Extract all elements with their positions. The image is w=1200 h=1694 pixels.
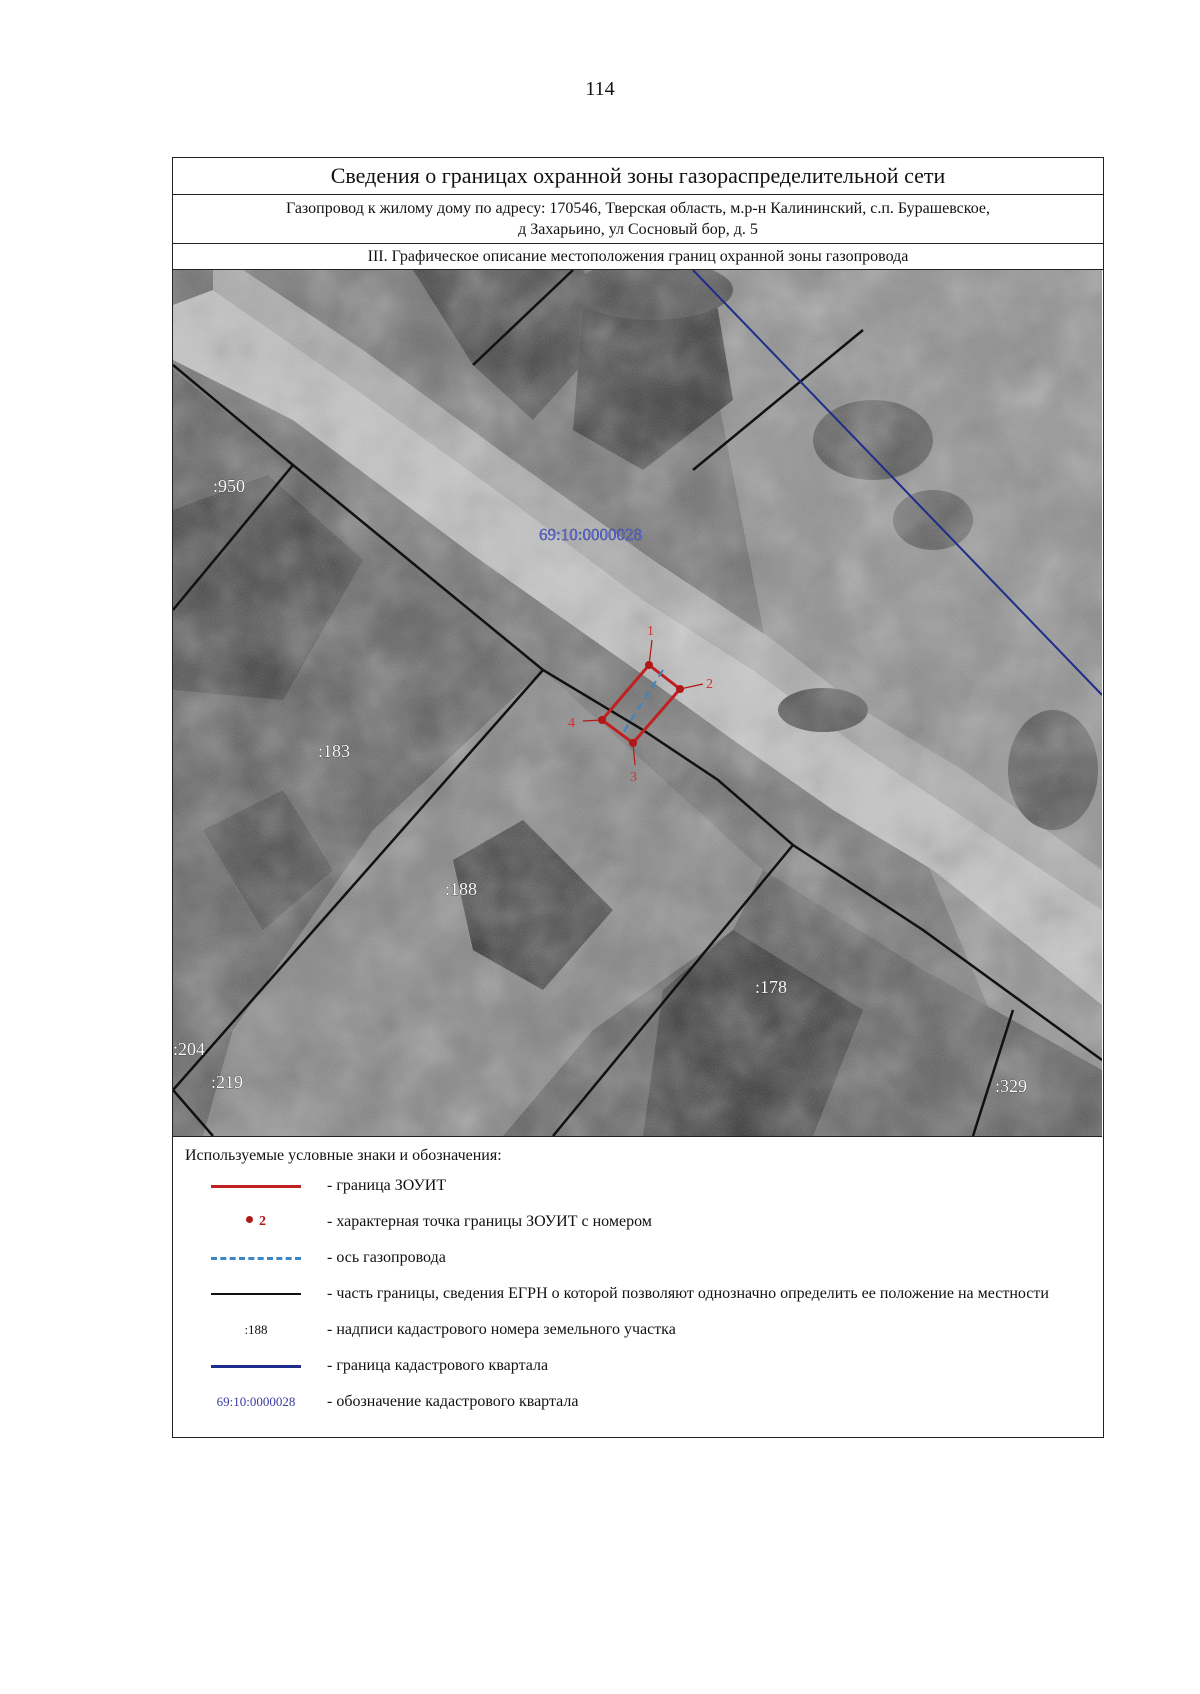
legend-item-quarter-label	[185, 1391, 1091, 1417]
quarter-label-symbol: 69:10:0000028	[216, 1394, 296, 1409]
object-description	[173, 195, 1103, 244]
legend-item-pipe-axis	[185, 1247, 1091, 1273]
parcel-label-178: :178	[755, 977, 788, 997]
aerial-map[interactable]	[173, 270, 1102, 1137]
parcel-label-329: :329	[995, 1076, 1028, 1096]
parcel-label-204: :204	[173, 1039, 206, 1059]
cadastral-label-symbol: :188	[244, 1322, 268, 1337]
zone-point-2-label: 2	[706, 677, 713, 692]
legend	[173, 1137, 1103, 1437]
legend-text: - обозначение кадастрового квартала	[327, 1393, 579, 1410]
parcel-label-188: :188	[445, 879, 478, 899]
zone-point-3-label: 3	[630, 770, 637, 785]
object-line-1: Газопровод к жилому дому по адресу: 170546, Тверская область, м.р-н Калининский, с.п. Бурашевское,	[285, 200, 991, 217]
parcel-label-183: :183	[318, 741, 351, 761]
blue-line-symbol	[185, 1355, 327, 1377]
section-title: III. Графическое описание местоположения границ охранной зоны газопровода	[173, 244, 1103, 270]
photo-grain	[173, 270, 1102, 1136]
point-symbol-label: 2	[259, 1214, 266, 1229]
parcel-label-219: :219	[211, 1072, 244, 1092]
legend-text: - часть границы, сведения ЕГРН о которой позволяют однозначно определить ее положение на местности	[327, 1285, 1049, 1302]
blue-dash-symbol	[185, 1247, 327, 1269]
point-symbol	[185, 1211, 327, 1233]
sheet-title: Сведения о границах охранной зоны газораспределительной сети	[173, 158, 1103, 195]
legend-item-zone-point	[185, 1211, 1091, 1237]
legend-text: - граница кадастрового квартала	[327, 1357, 549, 1374]
legend-item-quarter-border	[185, 1355, 1091, 1381]
legend-text: - граница ЗОУИТ	[327, 1177, 447, 1194]
map-canvas	[173, 270, 1102, 1136]
legend-text: - ось газопровода	[327, 1249, 446, 1266]
legend-heading: Используемые условные знаки и обозначения:	[185, 1147, 502, 1164]
zone-point-1-label: 1	[647, 624, 654, 639]
object-line-2: д Захарьино, ул Сосновый бор, д. 5	[518, 221, 758, 238]
red-line-symbol	[185, 1175, 327, 1197]
zone-point-4-label: 4	[568, 716, 575, 731]
legend-text: - характерная точка границы ЗОУИТ с номером	[327, 1213, 652, 1230]
legend-text: - надписи кадастрового номера земельного участка	[327, 1321, 676, 1338]
legend-item-egrn-boundary	[185, 1283, 1091, 1309]
legend-item-cadastral-label	[185, 1319, 1091, 1345]
zone-info-sheet	[172, 157, 1104, 1438]
quarter-label: 69:10:0000028	[539, 525, 642, 544]
page-number: 114	[585, 78, 615, 100]
black-line-symbol	[185, 1283, 327, 1305]
legend-item-zone-boundary	[185, 1175, 1091, 1201]
parcel-label-950: :950	[213, 476, 246, 496]
